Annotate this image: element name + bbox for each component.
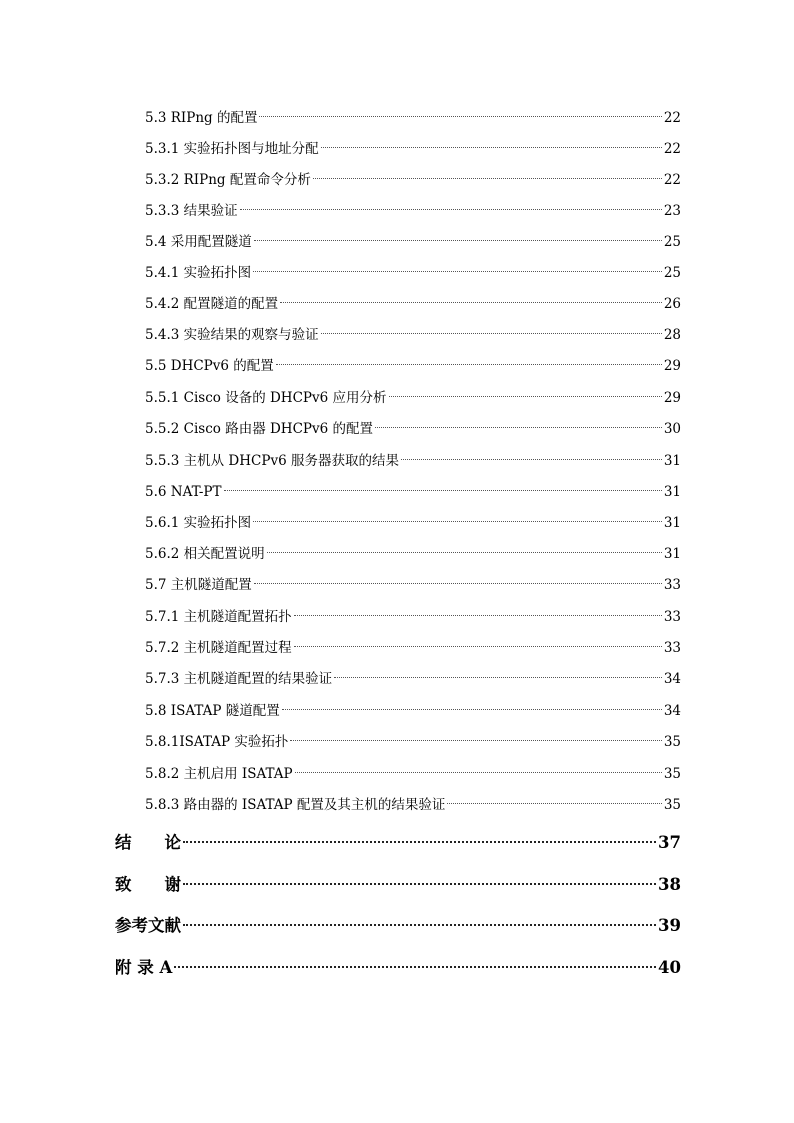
dot-leader — [254, 220, 662, 241]
toc-entry-label: 致 谢 — [115, 875, 181, 894]
toc-entry-conclusion[interactable] — [115, 822, 681, 852]
toc-entry-page: 35 — [663, 734, 681, 750]
dot-leader — [183, 859, 656, 885]
toc-entry-5-7[interactable] — [145, 568, 681, 593]
toc-entry-5-8-2[interactable] — [145, 757, 681, 782]
toc-entry-label: 5.8 ISATAP 隧道配置 — [145, 703, 280, 719]
toc-entry-page: 29 — [663, 358, 681, 374]
toc-entry-label: 结 论 — [115, 833, 181, 852]
toc-entry-page: 33 — [663, 577, 681, 593]
dot-leader — [259, 96, 661, 117]
toc-entry-label: 5.3.3 结果验证 — [145, 203, 238, 219]
toc-entry-page: 22 — [663, 110, 681, 126]
dot-leader — [321, 127, 662, 148]
toc-entry-page: 22 — [663, 141, 681, 157]
toc-entry-page: 25 — [663, 265, 681, 281]
toc-entry-label: 5.8.1ISATAP 实验拓扑 — [145, 734, 289, 750]
toc-entry-5-4-2[interactable] — [145, 287, 681, 312]
toc-entry-page: 31 — [663, 484, 681, 500]
toc-entry-label: 5.4.3 实验结果的观察与验证 — [145, 327, 319, 343]
toc-entry-5-8[interactable] — [145, 694, 681, 719]
dot-leader — [174, 942, 656, 968]
toc-entry-5-5-3[interactable] — [145, 444, 681, 469]
toc-entry-label: 5.8.3 路由器的 ISATAP 配置及其主机的结果验证 — [145, 797, 446, 813]
toc-entry-5-4-1[interactable] — [145, 256, 681, 281]
toc-entry-label: 5.7 主机隧道配置 — [145, 577, 252, 593]
toc-entry-label: 5.7.3 主机隧道配置的结果验证 — [145, 671, 333, 687]
toc-entry-5-3-2[interactable] — [145, 163, 681, 188]
toc-entry-label: 参考文献 — [115, 916, 181, 935]
toc-entry-acknowledgements[interactable] — [115, 864, 681, 894]
toc-entry-page: 34 — [663, 703, 681, 719]
toc-entry-label: 5.5.1 Cisco 设备的 DHCPv6 应用分析 — [145, 390, 387, 406]
dot-leader — [254, 563, 662, 584]
toc-entry-page: 22 — [663, 172, 681, 188]
toc-entry-5-5[interactable] — [145, 349, 681, 374]
toc-entry-appendix-a[interactable] — [115, 947, 681, 977]
toc-entry-label: 5.3.2 RIPng 配置命令分析 — [145, 172, 311, 188]
toc-entry-page: 29 — [663, 390, 681, 406]
toc-entry-label: 5.3 RIPng 的配置 — [145, 110, 258, 126]
toc-entry-5-3-1[interactable] — [145, 132, 681, 157]
toc-entry-page: 30 — [663, 421, 681, 437]
toc-entry-label: 5.5 DHCPv6 的配置 — [145, 358, 274, 374]
toc-entry-5-7-1[interactable] — [145, 600, 681, 625]
toc-entry-page: 38 — [658, 875, 681, 894]
toc-entry-label: 附 录 A — [115, 958, 173, 977]
toc-entry-label: 5.8.2 主机启用 ISATAP — [145, 766, 293, 782]
toc-entry-page: 26 — [663, 296, 681, 312]
toc-entry-page: 23 — [663, 203, 681, 219]
toc-entry-5-6[interactable] — [145, 475, 681, 500]
dot-leader — [389, 376, 662, 397]
dot-leader — [183, 817, 656, 843]
dot-leader — [447, 783, 661, 804]
toc-entry-page: 35 — [663, 797, 681, 813]
toc-entry-label: 5.4.1 实验拓扑图 — [145, 265, 252, 281]
dot-leader — [294, 626, 662, 647]
toc-entry-label: 5.5.3 主机从 DHCPv6 服务器获取的结果 — [145, 453, 399, 469]
toc-entry-5-5-2[interactable] — [145, 412, 681, 437]
toc-entry-label: 5.6 NAT-PT — [145, 484, 222, 500]
dot-leader — [253, 501, 662, 522]
toc-entry-page: 31 — [663, 515, 681, 531]
dot-leader — [224, 470, 662, 491]
dot-leader — [282, 689, 662, 710]
toc-entry-5-6-1[interactable] — [145, 506, 681, 531]
toc-entry-5-8-1[interactable] — [145, 725, 681, 750]
toc-entry-5-3-3[interactable] — [145, 194, 681, 219]
toc-entry-label: 5.7.1 主机隧道配置拓扑 — [145, 609, 292, 625]
dot-leader — [253, 251, 662, 272]
dot-leader — [240, 189, 662, 210]
dot-leader — [375, 407, 662, 428]
dot-leader — [267, 532, 662, 553]
dot-leader — [401, 439, 662, 460]
dot-leader — [295, 752, 662, 773]
toc-entry-label: 5.4 采用配置隧道 — [145, 234, 252, 250]
toc-entry-page: 33 — [663, 609, 681, 625]
dot-leader — [294, 595, 662, 616]
toc-entry-label: 5.6.1 实验拓扑图 — [145, 515, 252, 531]
toc-entry-label: 5.6.2 相关配置说明 — [145, 546, 265, 562]
toc-entry-page: 28 — [663, 327, 681, 343]
toc-entry-page: 33 — [663, 640, 681, 656]
toc-entry-page: 40 — [658, 958, 681, 977]
toc-entry-5-4[interactable] — [145, 225, 681, 250]
toc-entry-page: 34 — [663, 671, 681, 687]
toc-entry-5-8-3[interactable] — [145, 788, 681, 813]
toc-entry-5-5-1[interactable] — [145, 381, 681, 406]
toc-entry-5-4-3[interactable] — [145, 318, 681, 343]
dot-leader — [313, 158, 662, 179]
toc-entry-5-3[interactable] — [145, 101, 681, 126]
toc-entry-references[interactable] — [115, 905, 681, 935]
toc-entry-label: 5.4.2 配置隧道的配置 — [145, 296, 279, 312]
toc-entry-page: 39 — [658, 916, 681, 935]
dot-leader — [280, 282, 662, 303]
toc-entry-5-7-2[interactable] — [145, 631, 681, 656]
dot-leader — [276, 344, 662, 365]
toc-entry-5-7-3[interactable] — [145, 662, 681, 687]
toc-entry-5-6-2[interactable] — [145, 537, 681, 562]
dot-leader — [290, 720, 661, 741]
toc-entry-label: 5.5.2 Cisco 路由器 DHCPv6 的配置 — [145, 421, 374, 437]
dot-leader — [321, 313, 662, 334]
toc-entry-page: 25 — [663, 234, 681, 250]
toc-entry-label: 5.7.2 主机隧道配置过程 — [145, 640, 292, 656]
dot-leader — [183, 900, 656, 926]
dot-leader — [334, 657, 662, 678]
toc-entry-page: 31 — [663, 546, 681, 562]
toc-entry-page: 35 — [663, 766, 681, 782]
toc-entry-label: 5.3.1 实验拓扑图与地址分配 — [145, 141, 319, 157]
toc-entry-page: 37 — [658, 833, 681, 852]
toc-entry-page: 31 — [663, 453, 681, 469]
